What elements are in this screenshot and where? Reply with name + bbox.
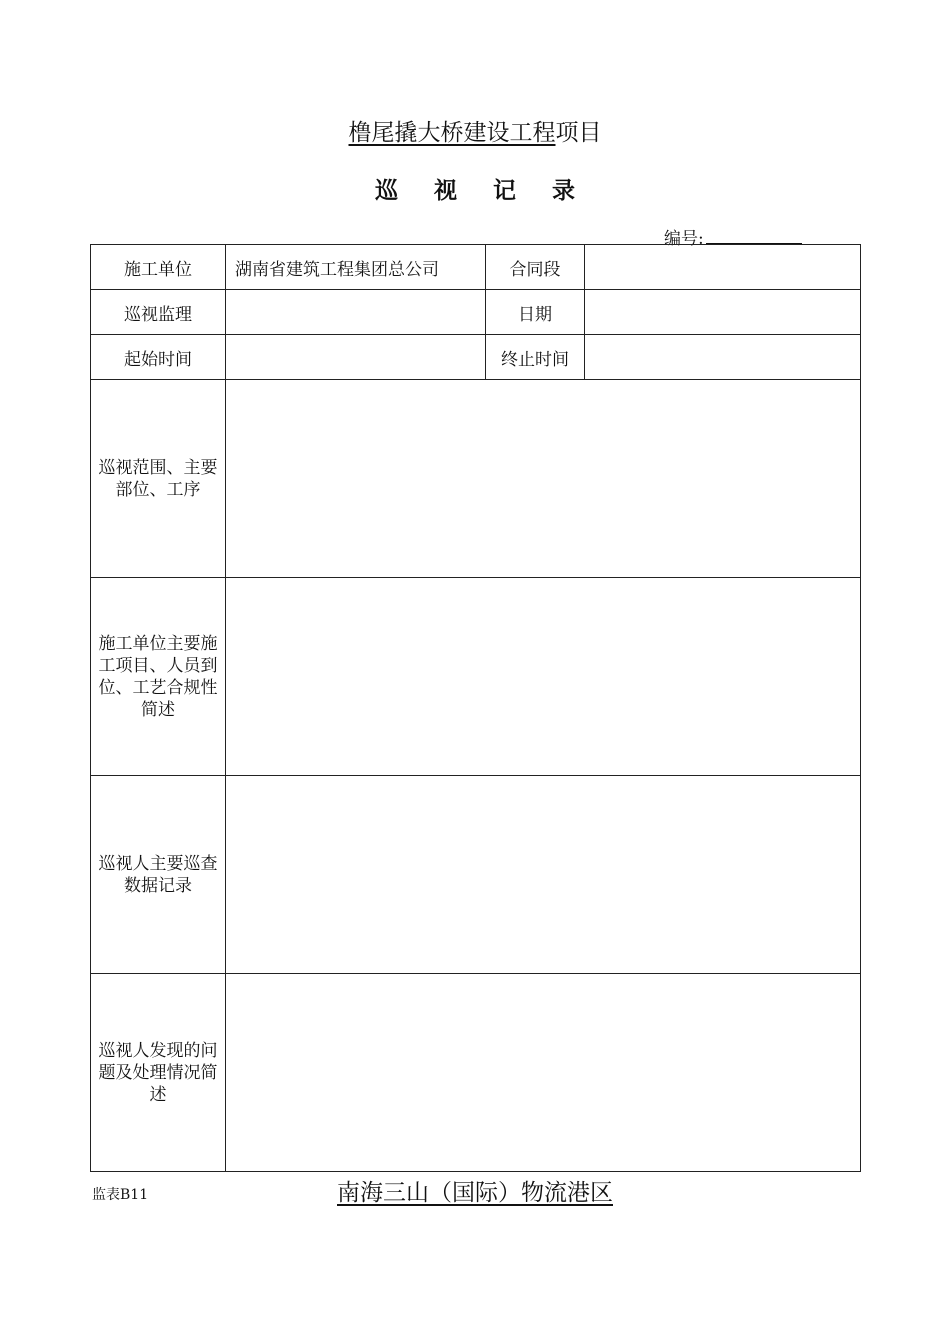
construction-unit-value[interactable]: 湖南省建筑工程集团总公司 [226,245,486,290]
construction-summary-value[interactable] [226,578,861,776]
date-label: 日期 [486,290,585,335]
issues-handling-label: 巡视人发现的问题及处理情况简述 [91,974,226,1172]
inspection-form-table [90,244,861,1172]
form-title: 巡 视 记 录 [374,178,590,204]
inspection-scope-label: 巡视范围、主要部位、工序 [91,380,226,578]
form-code: 监表B11 [92,1187,149,1203]
project-title [0,114,950,147]
table-row [91,290,861,335]
end-time-label: 终止时间 [486,335,585,380]
contract-section-value[interactable] [585,245,861,290]
inspection-supervisor-label: 巡视监理 [91,290,226,335]
project-name: 橹尾撬大桥建设工程 [348,120,556,146]
table-row [91,335,861,380]
table-row [91,974,861,1172]
table-row [91,776,861,974]
start-time-label: 起始时间 [91,335,226,380]
issues-handling-value[interactable] [226,974,861,1172]
table-row [91,245,861,290]
project-suffix: 项目 [555,120,602,146]
inspection-supervisor-value[interactable] [226,290,486,335]
contract-section-label: 合同段 [486,245,585,290]
date-value[interactable] [585,290,861,335]
table-row [91,578,861,776]
construction-summary-label: 施工单位主要施工项目、人员到位、工艺合规性简述 [91,578,226,776]
serial-blank-field[interactable] [706,225,802,244]
end-time-value[interactable] [585,335,861,380]
construction-unit-label: 施工单位 [91,245,226,290]
table-row [91,380,861,578]
start-time-value[interactable] [226,335,486,380]
port-name: 南海三山（国际）物流港区 [337,1180,613,1206]
inspection-scope-value[interactable] [226,380,861,578]
inspection-data-label: 巡视人主要巡查数据记录 [91,776,226,974]
inspection-data-value[interactable] [226,776,861,974]
serial-label: 编号: [664,229,704,249]
